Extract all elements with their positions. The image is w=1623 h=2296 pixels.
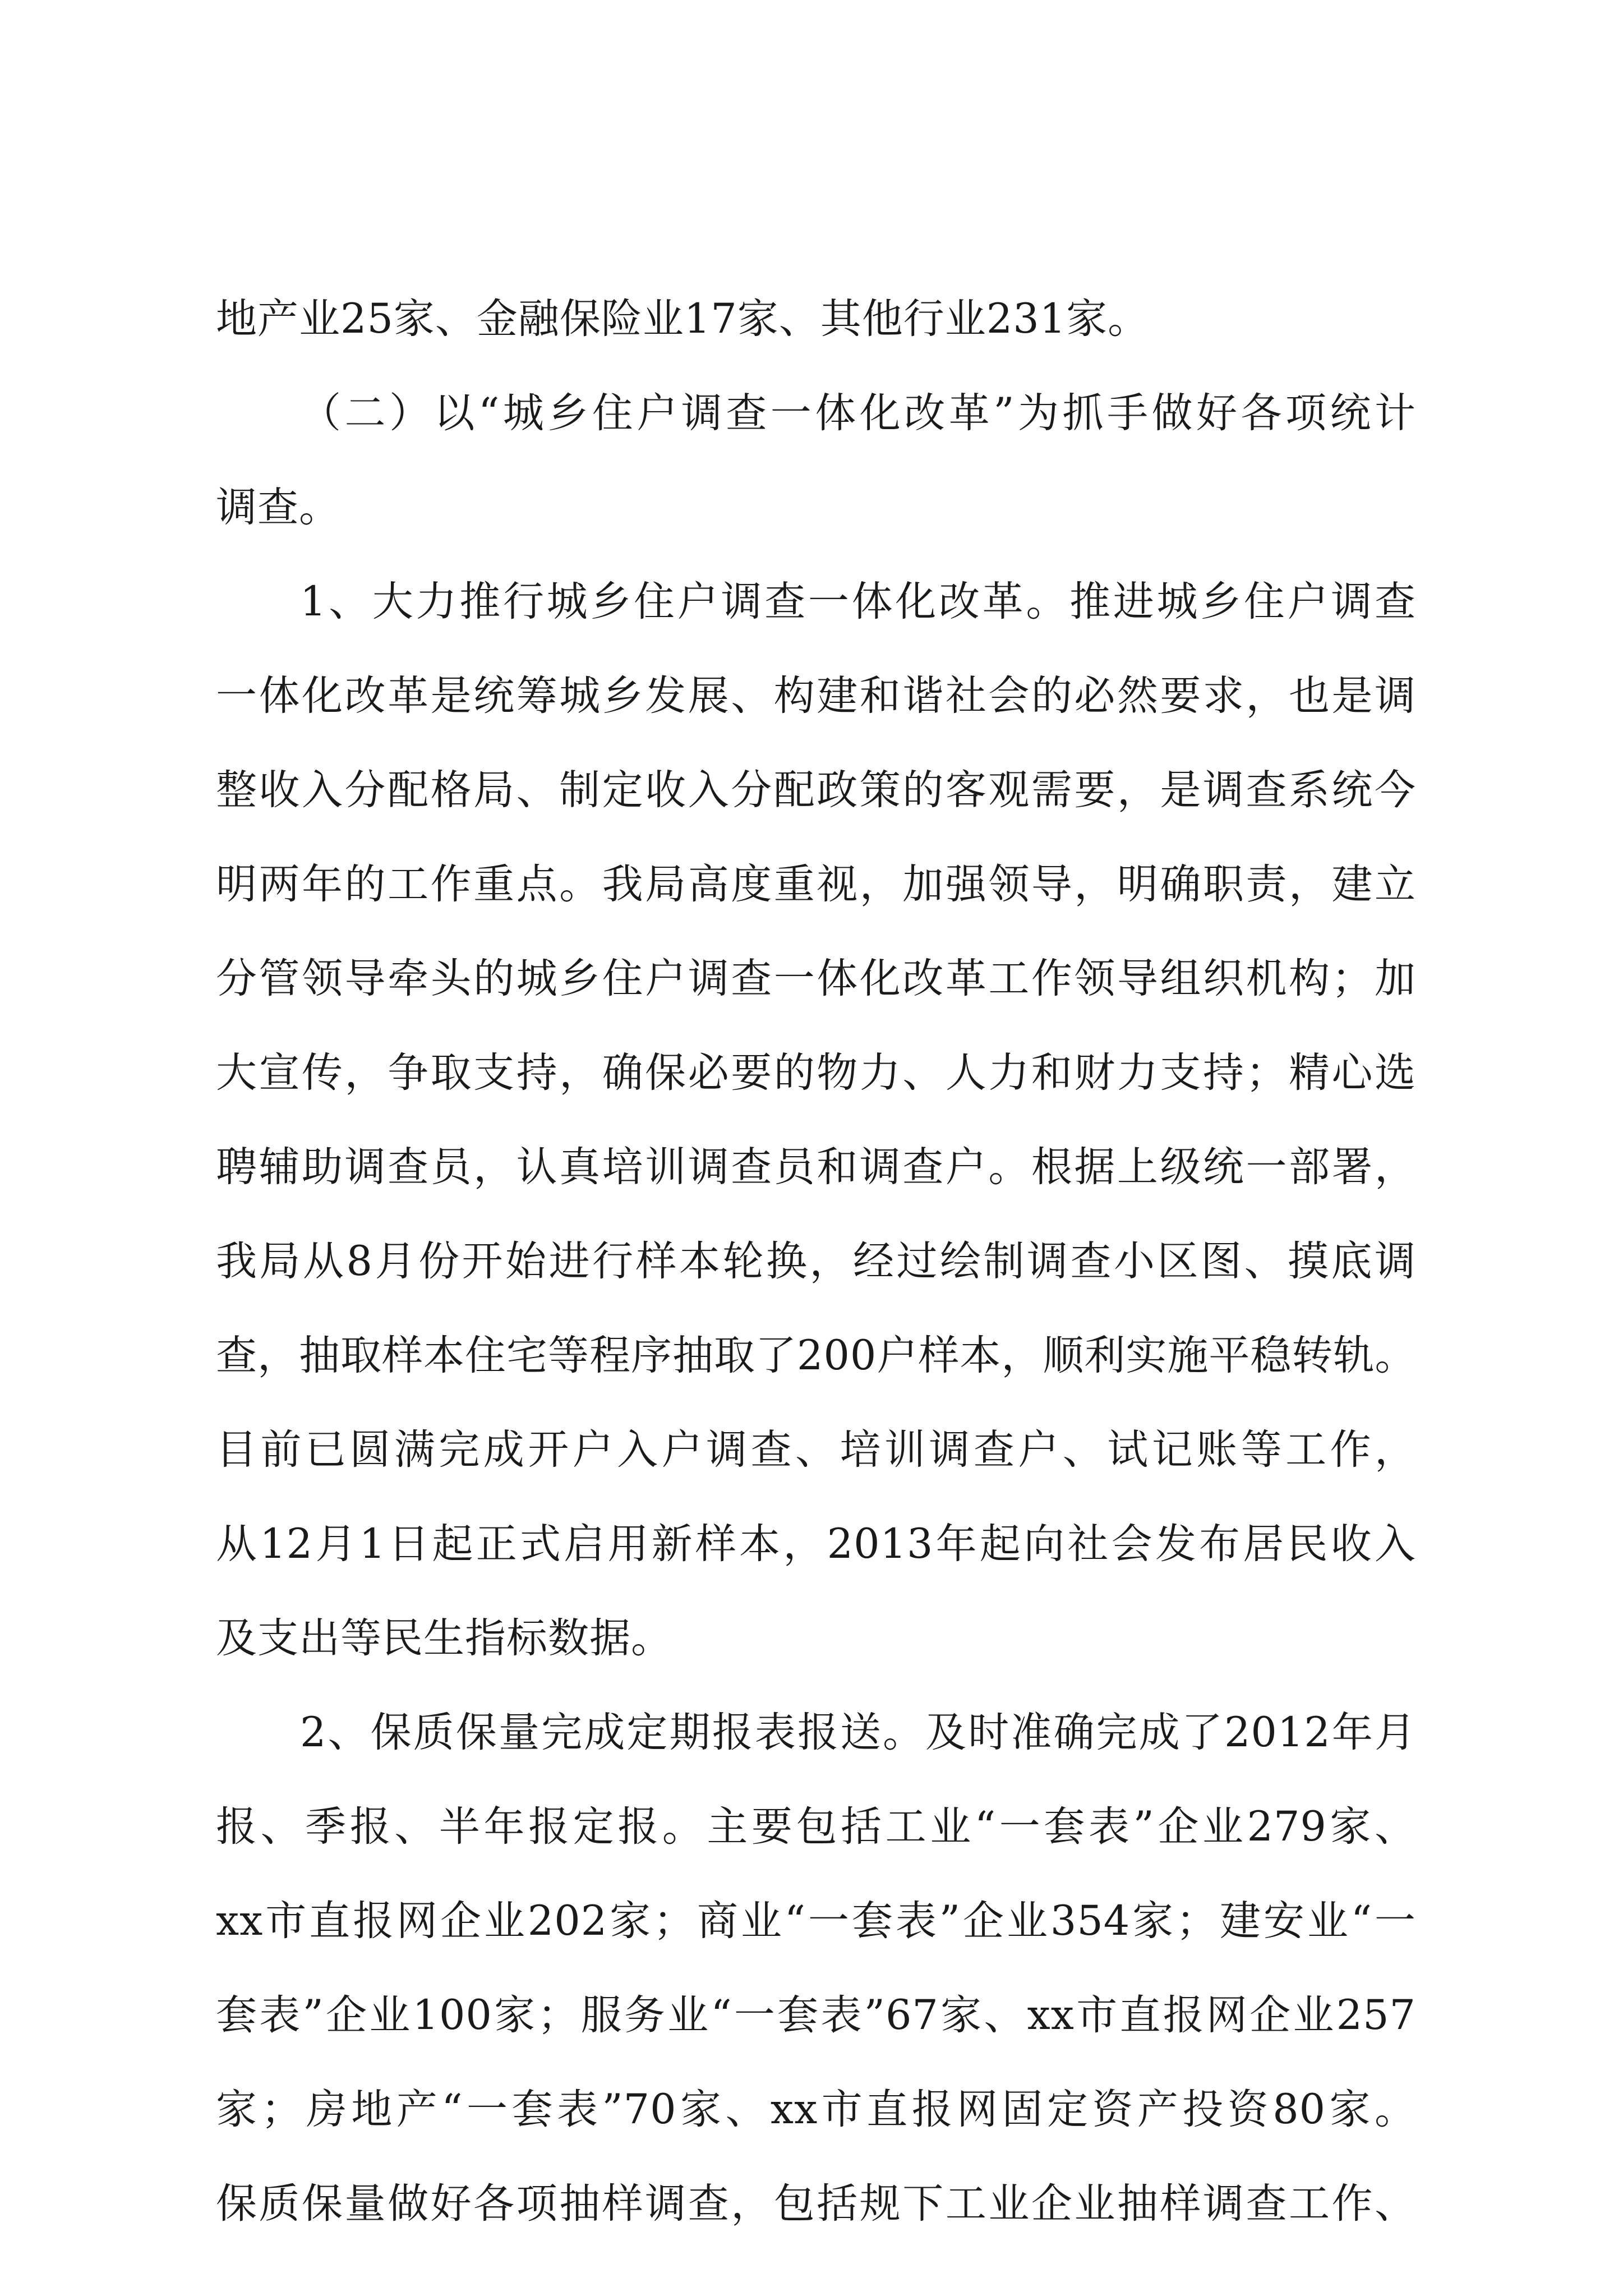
paragraph-1-line-5: 分管领导牵头的城乡住户调查一体化改革工作领导组织机构；加 — [216, 955, 1416, 1002]
paragraph-1-line-2: 一体化改革是统筹城乡发展、构建和谐社会的必然要求，也是调 — [216, 672, 1416, 720]
paragraph-1-line-8: 我局从8月份开始进行样本轮换，经过绘制调查小区图、摸底调 — [216, 1237, 1416, 1285]
paragraph-2-line-5: 家；房地产“一套表”70家、xx市直报网固定资产投资80家。 — [216, 2086, 1416, 2133]
paragraph-2-line-3: xx市直报网企业202家；商业“一套表”企业354家；建安业“一 — [216, 1897, 1416, 1945]
paragraph-1-line-6: 大宣传，争取支持，确保必要的物力、人力和财力支持；精心选 — [216, 1049, 1416, 1097]
paragraph-2-line-1: 2、保质保量完成定期报表报送。及时准确完成了2012年月 — [300, 1709, 1416, 1756]
paragraph-1-line-9: 查，抽取样本住宅等程序抽取了200户样本，顺利实施平稳转轨。 — [216, 1332, 1416, 1379]
paragraph-1-line-7: 聘辅助调查员，认真培训调查员和调查户。根据上级统一部署， — [216, 1143, 1416, 1191]
section-heading-line-1: （二）以“城乡住户调查一体化改革”为抓手做好各项统计 — [300, 389, 1416, 437]
section-heading-line-2: 调查。 — [216, 484, 340, 531]
paragraph-2-line-4: 套表”企业100家；服务业“一套表”67家、xx市直报网企业257 — [216, 1991, 1416, 2039]
paragraph-1-line-10: 目前已圆满完成开户入户调查、培训调查户、试记账等工作， — [216, 1426, 1416, 1474]
paragraph-1-line-3: 整收入分配格局、制定收入分配政策的客观需要，是调查系统今 — [216, 766, 1416, 814]
text-line-1: 地产业25家、金融保险业17家、其他行业231家。 — [216, 295, 1150, 343]
paragraph-1-line-1: 1、大力推行城乡住户调查一体化改革。推进城乡住户调查 — [300, 578, 1416, 625]
paragraph-2-line-2: 报、季报、半年报定报。主要包括工业“一套表”企业279家、 — [216, 1803, 1416, 1851]
paragraph-2-line-6: 保质保量做好各项抽样调查，包括规下工业企业抽样调查工作、 — [216, 2180, 1416, 2228]
paragraph-1-line-11: 从12月1日起正式启用新样本，2013年起向社会发布居民收入 — [216, 1520, 1416, 1568]
paragraph-1-line-12: 及支出等民生指标数据。 — [216, 1614, 672, 1662]
paragraph-1-line-4: 明两年的工作重点。我局高度重视，加强领导，明确职责，建立 — [216, 861, 1416, 908]
